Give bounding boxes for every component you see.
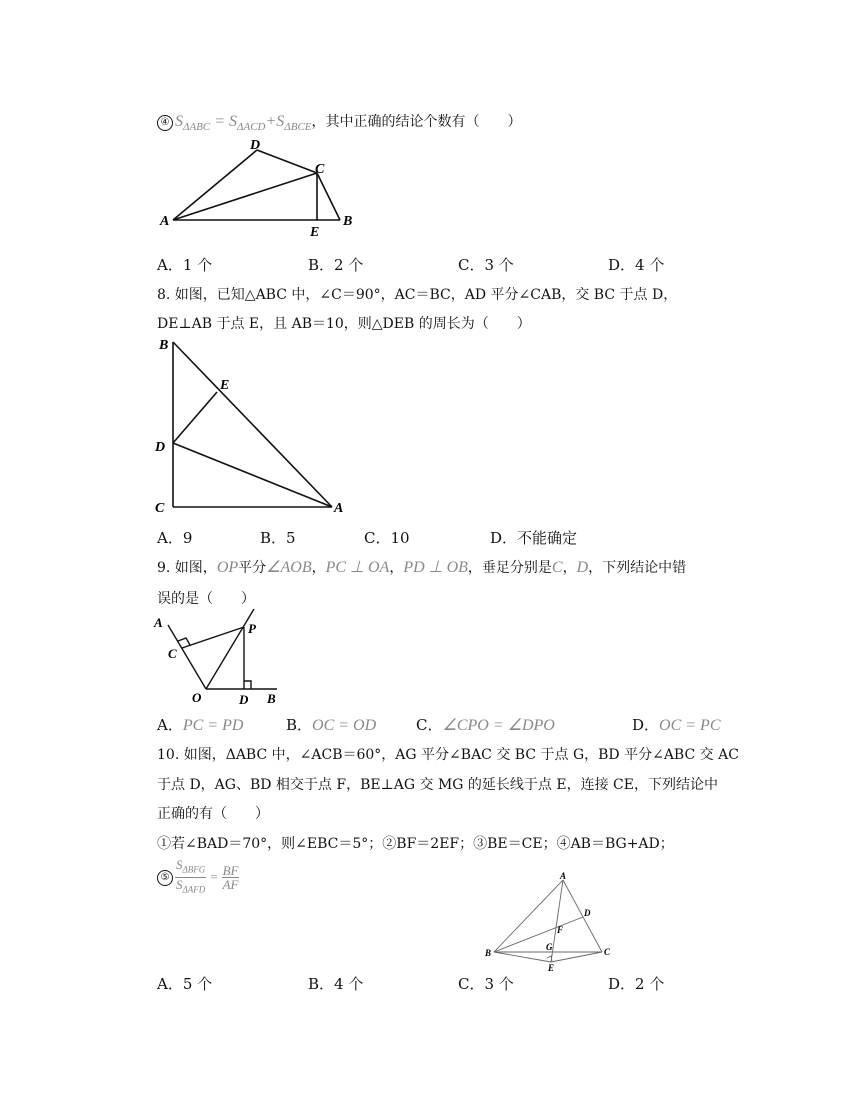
q7-label-a: A [160,214,170,229]
q10-figure [480,870,620,975]
q8-option-a[interactable]: A．9 [157,529,193,547]
q7-label-d: D [250,138,261,153]
q8-stem-line2: DE⊥AB 于点 E，且 AB＝10，则△DEB 的周长为（ ） [157,316,531,332]
q10-label-g: G [546,942,553,952]
q10-statements: ①若∠BAD＝70°，则∠EBC＝5°；②BF＝2EF；③BE＝CE；④AB＝BG+AD； [157,836,674,852]
q9-label-c: C [168,646,177,661]
q8-figure [150,335,360,520]
q10-option-d[interactable]: D．2 个 [608,975,665,993]
q7-label-b: B [343,214,353,229]
q7-label-e: E [310,225,320,240]
q10-option-a[interactable]: A．5 个 [157,975,213,993]
q10-stem-line1: 10. 如图，ΔABC 中，∠ACB＝60°，AG 平分∠BAC 交 BC 于点 G，BD 平分∠ABC 交 AC [157,747,739,763]
q7-option-d[interactable]: D．4 个 [608,256,665,274]
q9-figure [150,605,290,705]
q9-option-a[interactable]: A．PC = PD [157,716,244,734]
q10-label-e: E [548,963,555,973]
q7-option-b[interactable]: B．2 个 [308,256,364,274]
q9-label-o: O [192,690,202,705]
q9-label-b: B [267,691,276,706]
q10-fraction-ratio: $\frac{BF}{AF}$ [222,862,239,892]
q8-label-c: C [155,501,165,516]
q7-figure [150,130,370,240]
q7-formula: $S_{\Delta ABC} = S_{\Delta ACD}+S_{\Delta BCE}$ [175,113,312,134]
q7-label-c: C [315,162,325,177]
q10-label-c: C [604,947,611,957]
q7-option-a[interactable]: A．1 个 [157,256,213,274]
q9-option-d[interactable]: D．OC = PC [632,716,721,734]
q8-option-c[interactable]: C．10 [364,529,410,547]
q10-option-c[interactable]: C．3 个 [458,975,514,993]
q10-stem-line3: 正确的有（ ） [157,806,269,822]
q10-marker-5: ⑤ [157,870,173,886]
q10-option-b[interactable]: B．4 个 [308,975,364,993]
q10-label-d: D [584,908,591,918]
q9-label-d: D [239,692,249,707]
q10-label-b: B [485,948,492,958]
q9-label-a: A [154,615,163,630]
q9-stem-line2: 误的是（ ） [157,591,255,607]
q10-stem-line2: 于点 D，AG、BD 相交于点 F，BE⊥AG 交 MG 的延长线于点 E，连接 CE，下列结论中 [157,777,718,793]
q8-label-b: B [159,338,169,353]
q7-option-c[interactable]: C．3 个 [458,256,514,274]
q10-label-f: F [557,925,564,935]
q10-statement-5: ⑤ $\frac{S_{\Delta BFG}}{S_{\Delta AFD}}$ = $\frac{BF}{AF}$ [157,858,239,896]
q10-fraction-area: $\frac{S_{\Delta BFG}}{S_{\Delta AFD}}$ [176,857,206,895]
q9-option-b[interactable]: B．OC = OD [286,716,377,734]
q9-label-p: P [248,621,256,636]
q10-label-a: A [560,871,567,881]
q9-stem-line1: 9. 如图，OP平分∠AOB，PC ⊥ OA，PD ⊥ OB，垂足分别是C，D，下列结论中错 [157,559,687,576]
q9-option-c[interactable]: C．∠CPO = ∠DPO [416,716,555,734]
q8-label-d: D [155,440,166,455]
q7-marker: ④ [157,115,173,131]
q7-question-tail: ，其中正确的结论个数有（ ） [311,114,522,130]
q8-label-a: A [334,501,344,516]
q8-label-e: E [220,378,230,393]
q8-stem-line1: 8. 如图，已知△ABC 中，∠C＝90°，AC＝BC，AD 平分∠CAB，交 BC 于点 D， [157,287,678,303]
q8-option-b[interactable]: B．5 [260,529,296,547]
q8-option-d[interactable]: D．不能确定 [490,529,578,547]
